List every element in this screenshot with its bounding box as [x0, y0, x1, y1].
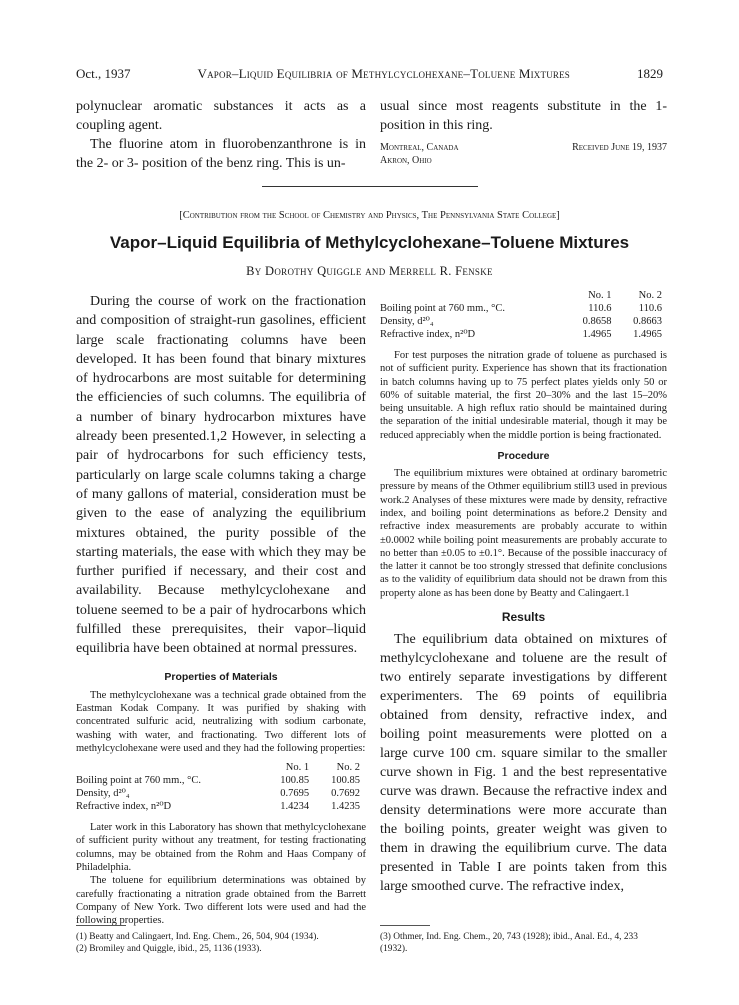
table2-row2-label: Density, d²⁰₄ [380, 316, 434, 327]
properties-paragraph-1: The methylcyclohexane was a technical grade obtained from the Eastman Kodak Company. It was purified by shaking with concentrated sulfuric acid, neutralizing with sodium carbonate, washing with water, and fractionating. Two different lots of methylcyclohexane were used and they had the following properties: [76, 689, 366, 754]
procedure-heading: Procedure [497, 450, 550, 463]
footnote-3: (3) Othmer, Ind. Eng. Chem., 20, 743 (1928); ibid., Anal. Ed., 4, 233 (1932). [380, 932, 638, 954]
table1-row2-v2: 0.7692 [331, 788, 360, 800]
header-date: Oct., 1937 [76, 66, 131, 81]
results-heading: Results [501, 610, 546, 625]
table-row [380, 315, 662, 328]
table1-row3-v1: 1.4234 [280, 801, 310, 813]
footnote-rule-right [380, 925, 430, 926]
author-address-2 [380, 154, 667, 167]
table1-row1-v2: 100.85 [331, 775, 360, 787]
footnote-1: (1) Beatty and Calingaert, Ind. Eng. Chem., 26, 504, 904 (1934). [76, 932, 319, 942]
table2-row1-v1: 110.6 [588, 303, 612, 314]
intro-paragraph: During the course of work on the fractionation and composition of straight-run gasolines, efficient large scale fractionating columns have been developed. It has been found that binary mixtures of hydrocarbons are most suitable for determining the efficiencies of such columns. The equilibria of a number of binary hydrocarbon mixtures have already been presented.1,2 However, in selecting a pair of hydrocarbons for such efficiency tests, particularly on large scale columns taking a charge of many gallons of material, consideration must be given to the ease of analyzing the equilibrium mixtures obtained, the purity possible of the starting materials, the ease with which they may be further purified if necessary, and their cost and availability. Because methylcyclohexane and toluene seemed to be a pair of hydrocarbons which fulfilled these prerequisites, their vapor–liquid equilibria have been obtained at normal pressures. [76, 294, 366, 657]
table2-row3-label: Refractive index, n²⁰D [380, 329, 476, 340]
table2-row2-v2: 0.8663 [633, 316, 662, 327]
table1-row1-label: Boiling point at 760 mm., °C. [76, 775, 201, 787]
received-date: Received June 19, 1937 [572, 142, 667, 153]
properties-paragraph-3: The toluene for equilibrium determinations was obtained by carefully fractionating a nitration grade obtained from the Barrett Company of New York. Two different lots were used and had the following properties. [76, 875, 366, 927]
table-row [76, 787, 360, 800]
table1-header-no2: No. 2 [336, 762, 360, 774]
table2-row2-v1: 0.8658 [582, 316, 612, 327]
table-row [76, 800, 360, 813]
footnotes-left [76, 931, 366, 955]
results-paragraph: The equilibrium data obtained on mixtures of methylcyclohexane and toluene are the result of two entirely separate investigations by different experimenters. The 69 points of equilibria obtained from density, refractive index, and boiling point measurements were plotted on a large curve 100 cm. square similar to the smaller curve shown in Fig. 1 and the best representative curve was drawn. Because the refractive index and density determinations were more accurate than the boiling points, greater weight was given to them in drawing the equilibrium curve. The data presented in Table I are points taken from this large smoothed curve. The refractive index, [380, 632, 667, 895]
table-row [380, 328, 662, 341]
running-header [76, 66, 663, 82]
header-title: Vapor–Liquid Equilibria of Methylcyclohexane–Toluene Mixtures [197, 66, 571, 81]
contribution-line: [Contribution from the School of Chemistry and Physics, The Pennsylvania State College] [179, 210, 560, 221]
table-row [380, 302, 662, 315]
author-address-1 [380, 141, 667, 154]
address-city-2: Akron, Ohio [380, 155, 432, 166]
footnote-rule-left [76, 925, 126, 926]
methylcyclohexane-properties-table [76, 761, 360, 813]
table1-header-no1: No. 1 [285, 762, 310, 774]
table1-row1-v1: 100.85 [280, 775, 310, 787]
table2-header-no1: No. 1 [588, 290, 612, 301]
table2-row1-v2: 110.6 [638, 303, 662, 314]
toluene-properties-table [380, 289, 662, 341]
toluene-note-paragraph: For test purposes the nitration grade of toluene as purchased is not of sufficient purity. Experience has shown that its fractionation in batch columns having up to 75 perfect plates yields only 50 or 60% of suitable material, the first 20–30% and the last 15–20% being unsuitable. A high reflux ratio should be maintained during the separation of the initial undesirable material, though it may be reduced appreciably when the middle portion is being fractionated. [380, 350, 667, 441]
prev-right-paragraph-1: usual since most reagents substitute in the 1-position in this ring. [380, 99, 667, 133]
table1-row2-v1: 0.7695 [280, 788, 310, 800]
properties-heading: Properties of Materials [164, 670, 278, 683]
prev-left-paragraph-2: The fluorine atom in fluorobenzanthrone is in the 2- or 3- position of the benz ring. This is un- [76, 137, 366, 171]
right-column [380, 289, 667, 896]
table2-row3-v1: 1.4965 [582, 329, 612, 340]
table2-row3-v2: 1.4965 [633, 329, 662, 340]
table1-row3-v2: 1.4235 [331, 801, 360, 813]
footnotes-right [380, 931, 667, 955]
article-separator-rule [262, 186, 478, 187]
table1-row3-label: Refractive index, n²⁰D [76, 801, 172, 813]
table2-row1-label: Boiling point at 760 mm., °C. [380, 303, 505, 314]
header-page-number: 1829 [636, 66, 663, 81]
article-authors: By Dorothy Quiggle and Merrell R. Fenske [246, 264, 493, 278]
properties-paragraph-2: Later work in this Laboratory has shown that methylcyclohexane of sufficient purity without any treatment, for testing fractionating columns, may be obtained from the Rohm and Haas Company of Philadelphia. [76, 822, 366, 874]
table1-row2-label: Density, d²⁰₄ [76, 788, 130, 800]
table2-header-no2: No. 2 [638, 290, 662, 301]
address-city-1: Montreal, Canada [380, 142, 459, 153]
prev-left-paragraph-1: polynuclear aromatic substances it acts as a coupling agent. [76, 99, 366, 133]
prev-article-left [76, 97, 366, 173]
prev-article-right [380, 97, 667, 167]
left-column [76, 292, 366, 928]
footnote-2: (2) Bromiley and Quiggle, ibid., 25, 1136 (1933). [76, 944, 262, 954]
article-title: Vapor–Liquid Equilibria of Methylcyclohexane–Toluene Mixtures [109, 233, 630, 252]
procedure-paragraph: The equilibrium mixtures were obtained at ordinary barometric pressure by means of the Othmer equilibrium still3 used in previous work.2 Analyses of these mixtures were made by density, refractive index, and boiling point determinations as before.2 Density and refractive index measurements are probably accurate to within ±0.0002 while boiling point measurements are probably accurate to no better than ±0.05 to ±0.1°. Because of the possible inaccuracy of the latter it cannot be too strongly stressed that definite conclusions as to the validity of equilibrium data should not be drawn from this property alone as has been done by Beatty and Calingaert.1 [380, 468, 667, 599]
table-row [76, 774, 360, 787]
